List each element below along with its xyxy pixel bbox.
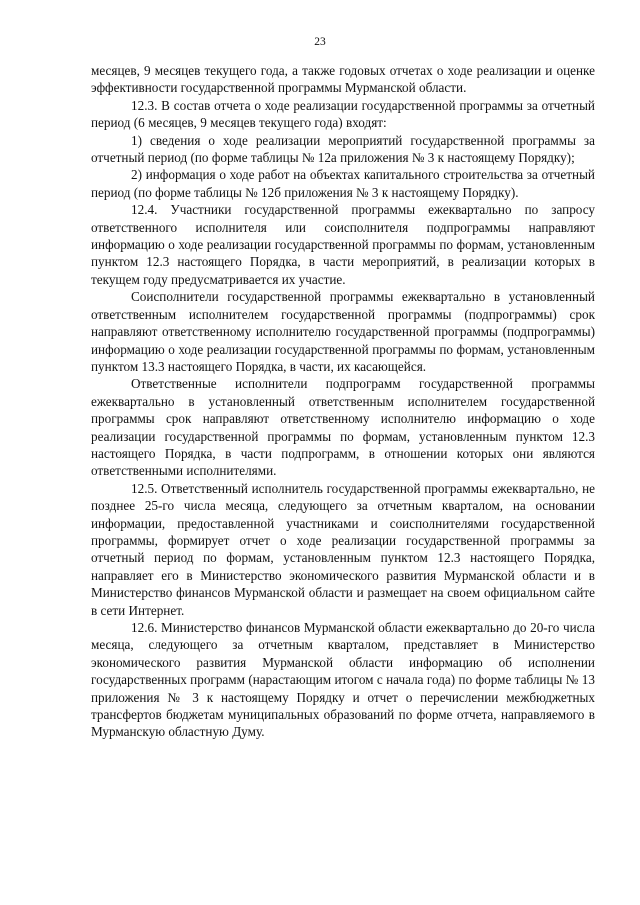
paragraph-12-5: 12.5. Ответственный исполнитель государственной программы ежеквартально, не позднее 25-го числа месяца, следующего за отчетным кварталом, на основании информации, предоставленной участниками и соисполнителями государственной программы, формирует отчет о ходе реализации государственной программы за отчетный период по формам, установленным пунктом 12.3 настоящего Порядка, направляет его в Министерство экономического развития Мурманской области и в Министерство финансов Мурманской области и размещает на своем официальном сайте в сети Интернет. <box>91 480 595 618</box>
paragraph-continuation: месяцев, 9 месяцев текущего года, а также годовых отчетах о ходе реализации и оценке эффективности государственной программы Мурманской области. <box>91 63 595 96</box>
paragraph-12-4: 12.4. Участники государственной программы ежеквартально по запросу ответственного исполнителя или соисполнителя подпрограммы направляют информацию о ходе реализации государственной программы по формам, установленным пунктом 12.3 настоящего Порядка, в части мероприятий, в реализации которых в текущем году предусматривается их участие. <box>91 202 595 287</box>
paragraph-subprogram-executors: Ответственные исполнители подпрограмм государственной программы ежеквартально в установленный ответственным исполнителем государственной программы срок направляют ответственному исполнителю информацию о ходе реализации государственной программы по формам, установленным пунктом 12.3 настоящего Порядка, в части подпрограмм, в отношении которых они являются ответственными исполнителями. <box>91 376 595 479</box>
paragraph-12-3-item-2: 2) информация о ходе работ на объектах капитального строительства за отчетный период (по форме таблицы № 12б приложения № 3 к настоящему Порядку). <box>91 167 595 200</box>
document-body <box>91 62 595 741</box>
paragraph-12-3-item-1: 1) сведения о ходе реализации мероприятий государственной программы за отчетный период (по форме таблицы № 12а приложения № 3 к настоящему Порядку); <box>91 132 595 166</box>
page-number: 23 <box>314 36 326 48</box>
paragraph-co-executors: Соисполнители государственной программы ежеквартально в установленный ответственным исполнителем государственной программы (подпрограммы) срок направляют ответственному исполнителю государственной программы (подпрограммы) информацию о ходе реализации государственной программы по формам, установленным пунктом 13.3 настоящего Порядка, в части, их касающейся. <box>91 289 595 374</box>
paragraph-12-6: 12.6. Министерство финансов Мурманской области ежеквартально до 20-го числа месяца, следующего за отчетным кварталом, представляет в Министерство экономического развития Мурманской области информацию об исполнении государственных программ (нарастающим итогом с начала года) по форме таблицы № 13 приложения № 3 к настоящему Порядку и отчет о перечислении межбюджетных трансфертов бюджетам муниципальных образований по форме отчета, направляемого в Мурманскую областную Думу. <box>91 620 595 740</box>
paragraph-12-3: 12.3. В состав отчета о ходе реализации государственной программы за отчетный период (6 месяцев, 9 месяцев текущего года) входят: <box>91 97 595 131</box>
